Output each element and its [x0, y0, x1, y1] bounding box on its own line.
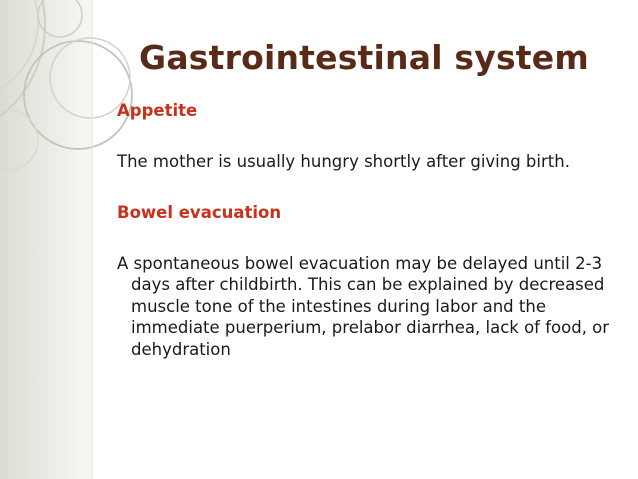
section-heading-appetite: Appetite [117, 101, 198, 120]
spacer [117, 122, 627, 151]
decorative-ring-small [0, 110, 38, 170]
slide-title: Gastrointestinal system [139, 38, 589, 77]
decorative-ring-medium [0, 0, 38, 100]
section-heading-bowel-evacuation: Bowel evacuation [117, 202, 282, 222]
section-text-appetite: The mother is usually hungry shortly after giving birth. [117, 152, 570, 171]
spacer [117, 224, 627, 253]
spacer [117, 173, 627, 202]
slide-body [117, 100, 627, 360]
section-text-bowel-evacuation: A spontaneous bowel evacuation may be delayed until 2-3 days after childbirth. This can be explained by decreased muscle tone of the intestines during labor and the immediate puerperium, prelabor diarrhea, lack of food, or dehydration [117, 253, 610, 359]
